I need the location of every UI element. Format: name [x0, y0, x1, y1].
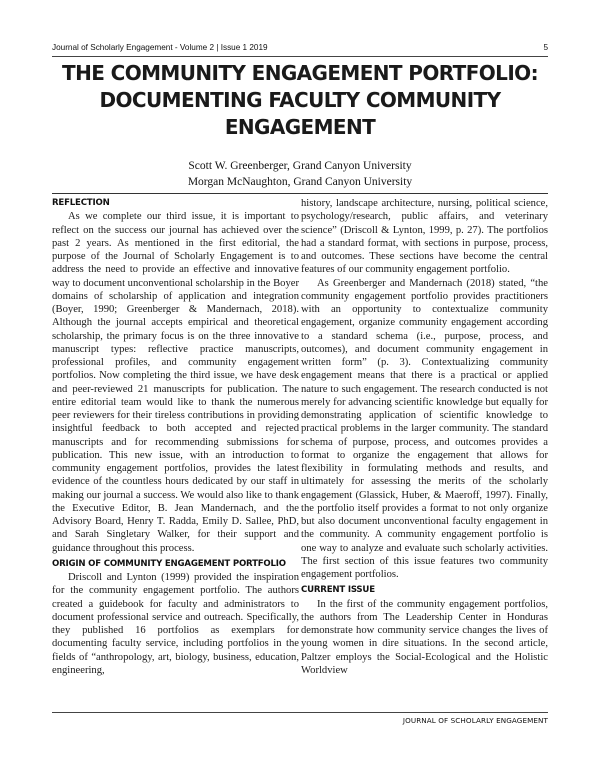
- section-heading-reflection: REFLECTION: [52, 198, 110, 208]
- body-paragraph: history, landscape architecture, nursing, political science, psychology/research, public affairs, and veterinary science” (Driscoll & Lynton, 1999, p. 27). The portfolios had a standard format, with sections in purpose, process, and outcomes. These sections have become the central features of our community engagement portfolio.: [301, 198, 548, 276]
- body-paragraph: In the first of the community engagement portfolios, the authors from The Leadership Center in Honduras demonstrate how community service changes the lives of young women in dire situations. In the second article, Paltzer employs the Social-Ecological and the Holistic Worldview: [301, 598, 548, 676]
- author-block: [52, 158, 548, 190]
- journal-citation: Journal of Scholarly Engagement - Volume 2 | Issue 1 2019: [52, 43, 268, 52]
- authors-divider: [52, 193, 548, 194]
- right-column: [301, 197, 548, 677]
- left-column: [52, 197, 299, 677]
- body-paragraph: Driscoll and Lynton (1999) provided the inspiration for the community engagement portfolio. The authors created a guidebook for faculty and administrators to document professional service and outreach. Specifically, they published 16 portfolios as exemplars for documenting faculty service, including portfolios in the fields of “anthropology, art, biology, business, education, engineering,: [52, 572, 299, 676]
- section-heading-current-issue: CURRENT ISSUE: [301, 585, 375, 596]
- header-divider: [52, 56, 548, 57]
- author-line: Scott W. Greenberger, Grand Canyon University: [188, 160, 412, 172]
- title-line: DOCUMENTING FACULTY COMMUNITY: [99, 88, 501, 112]
- body-paragraph: As we complete our third issue, it is important to reflect on the success our journal has achieved over the past 2 years. As mentioned in the first editorial, the purpose of the Journal of Scholarly Engagement is to address the need to provide an effective and innovative way to document unconventional scholarship in the Boyer domains of scholarship of application and integration (Boyer, 1990; Greenberger & Mandernach, 2018). Although the journal accepts empirical and theoretical scholarship, the primary focus is on the three innovative manuscript types: reflective practice manuscripts, professional profiles, and community engagement portfolios. Now completing the third issue, we have desk and peer-reviewed 21 manuscripts for publication. The entire editorial team would like to thank the numerous peer reviewers for their tireless contributions in providing insightful feedback to both accepted and rejected manuscripts and for recommending submissions for publication. This new issue, with an introduction to community engagement portfolios, provides the latest evidence of the countless hours dedicated by our staff in making our journal a success. We would also like to thank the Executive Editor, B. Jean Mandernach, and the Advisory Board, Henry T. Radda, Emily D. Sallee, PhD, and Sarah Singletary Walker, for their support and guidance throughout this process.: [52, 211, 299, 554]
- author-line: Morgan McNaughton, Grand Canyon University: [187, 176, 413, 188]
- body-paragraph: As Greenberger and Mandernach (2018) stated, “the community engagement portfolio provides practitioners with an opportunity to contextualize community engagement, organize community engagement according to a standard schema (i.e., purpose, process, and outcomes), and document community engagement in written form” (p. 3). Contextualizing community engagement means that there is a practical or applied nature to such engagement. The research conducted is not merely for advancing scientific knowledge but equally for demonstrating application of scientific knowledge to practical problems in the larger community. The standard schema of purpose, process, and outcomes provides a format to organize the engagement that allows for flexibility in formulating methods and results, and ultimately for assessing the merits of the scholarly engagement (Glassick, Huber, & Maeroff, 1997). Finally, the portfolio itself provides a format to not only organize but also document unconventional faculty engagement in the community. A community engagement portfolio is one way to analyze and evaluate such scholarly activities. The first section of this issue features two community engagement portfolios.: [301, 277, 548, 580]
- page-number: 5: [543, 43, 548, 52]
- running-footer: JOURNAL OF SCHOLARLY ENGAGEMENT: [402, 716, 548, 725]
- section-heading-origin: ORIGIN OF COMMUNITY ENGAGEMENT PORTFOLIO: [52, 558, 286, 569]
- title-line: THE COMMUNITY ENGAGEMENT PORTFOLIO:: [62, 61, 538, 85]
- running-header: [52, 41, 548, 55]
- footer-divider: [52, 712, 548, 713]
- title-line: ENGAGEMENT: [224, 115, 376, 139]
- article-title: [52, 60, 548, 141]
